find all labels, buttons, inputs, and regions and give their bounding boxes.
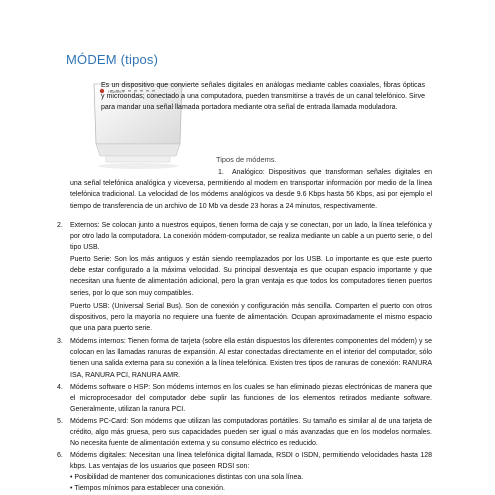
item-5-number: 5. <box>57 418 63 425</box>
item-4-number: 4. <box>57 384 63 391</box>
intro-paragraph <box>101 80 425 114</box>
serial-port-text: Puerto Serie: Son los más antiguos y están siendo reemplazados por los USB. Lo importante es que este puerto debe estar configurado a la máxima velocidad. Su principal desventaja es que ocupan espacio importante y que necesitan una fuente de alimentación adicional, pero la gran ventaja es que todos los computadores tienen puertos series, por lo que son muy compatibles. <box>70 256 432 297</box>
item-1-text: Analógico: Dispositivos que transforman señales digitales en una señal telefónica analógica y viceversa, permitiendo al modem en transportar información por medio de la línea telefónica tradicional. La velocidad de los módems analógicos va desde 9.6 Kbps hasta 56 Kbps, asi por ejemplo el tiempo de transferencia de un archivo de 10 Mb va desde 23 horas a 24 minutos, respectivamente. <box>70 169 432 210</box>
bullet-text: Posibilidad de mantener dos comunicaciones distintas con una sola línea. <box>74 474 304 481</box>
item-1-number: 1. <box>218 169 224 176</box>
item-2-text: Externos: Se colocan junto a nuestros equipos, tienen forma de caja y se conectan, por un lado, la línea telefónica y por otro lado la computadora. La conexión módem-computador, se realiza mediante un cable a un puerto serie, o del tipo USB. <box>70 222 432 252</box>
item-5-text: Módems PC-Card: Son módems que utilizan las computadoras portátiles. Su tamaño es similar al de una tarjeta de crédito, algo más gruesa, pero sus capacidades pueden ser igual o más avanzadas que en los modelos normales. No necesita fuente de alimentación externa y su consumo eléctrico es reducido. <box>70 418 432 448</box>
item-3-text: Módems internos: Tienen forma de tarjeta (sobre ella están dispuestos los diferentes componentes del módem) y se colocan en las llamadas ranuras de expansión. Al estar conectadas directamente en el interior del computador, sólo tienen una salida externa para su conexión a la línea telefónica. Existen tres tipos de ranuras de conexión: RANURA ISA, RANURA PCI, RANURA AMR. <box>70 338 432 379</box>
item-6-text: Módems digitales: Necesitan una línea telefónica digital llamada, RSDI o ISDN, permitiendo velocidades hasta 128 kbps. Las ventajas de los usuarios que poseen RDSI son: <box>70 452 432 471</box>
item-3-number: 3. <box>57 338 63 345</box>
usb-port-text: Puerto USB: (Universal Serial Bus). Son de conexión y configuración más sencilla. Comparten el puerto con otros dispositivos, pero la mayoría no requiere una fuente de alimentación. Ocupan aproximadamente el mismo espacio que una para puerto serie. <box>70 303 432 333</box>
section-subtitle: Tipos de módems. <box>216 155 277 164</box>
item-4-text: Módems software o HSP: Son módems internos en los cuales se han eliminado piezas electrónicas de manera que el microprocesador del computador debe suplir las funciones de los elementos retirados mediante software. Generalmente, utilizan la ranura PCI. <box>70 384 432 414</box>
bullet-item: • Posibilidad de mantener dos comunicaciones distintas con una sola línea. <box>70 474 304 481</box>
bullet-item: • Tiempos mínimos para establecer una conexión. <box>70 485 225 492</box>
bullet-text: Tiempos mínimos para establecer una conexión. <box>74 485 225 492</box>
modem-logo: HUAWEI <box>108 89 124 94</box>
page-title: MÓDEM (tipos) <box>66 52 159 67</box>
intro-text: Es un dispositivo que convierte señales digitales en análogas mediante cables coaxiales, fibras ópticas y microondas; conectado a una computadora, pueden transmitirse a través de un canal telefónico. Sirve para mandar una señal llamada portadora mediante otra señal de entrada llamada moduladora. <box>101 82 425 112</box>
item-2-number: 2. <box>57 222 63 229</box>
item-6-number: 6. <box>57 452 63 459</box>
